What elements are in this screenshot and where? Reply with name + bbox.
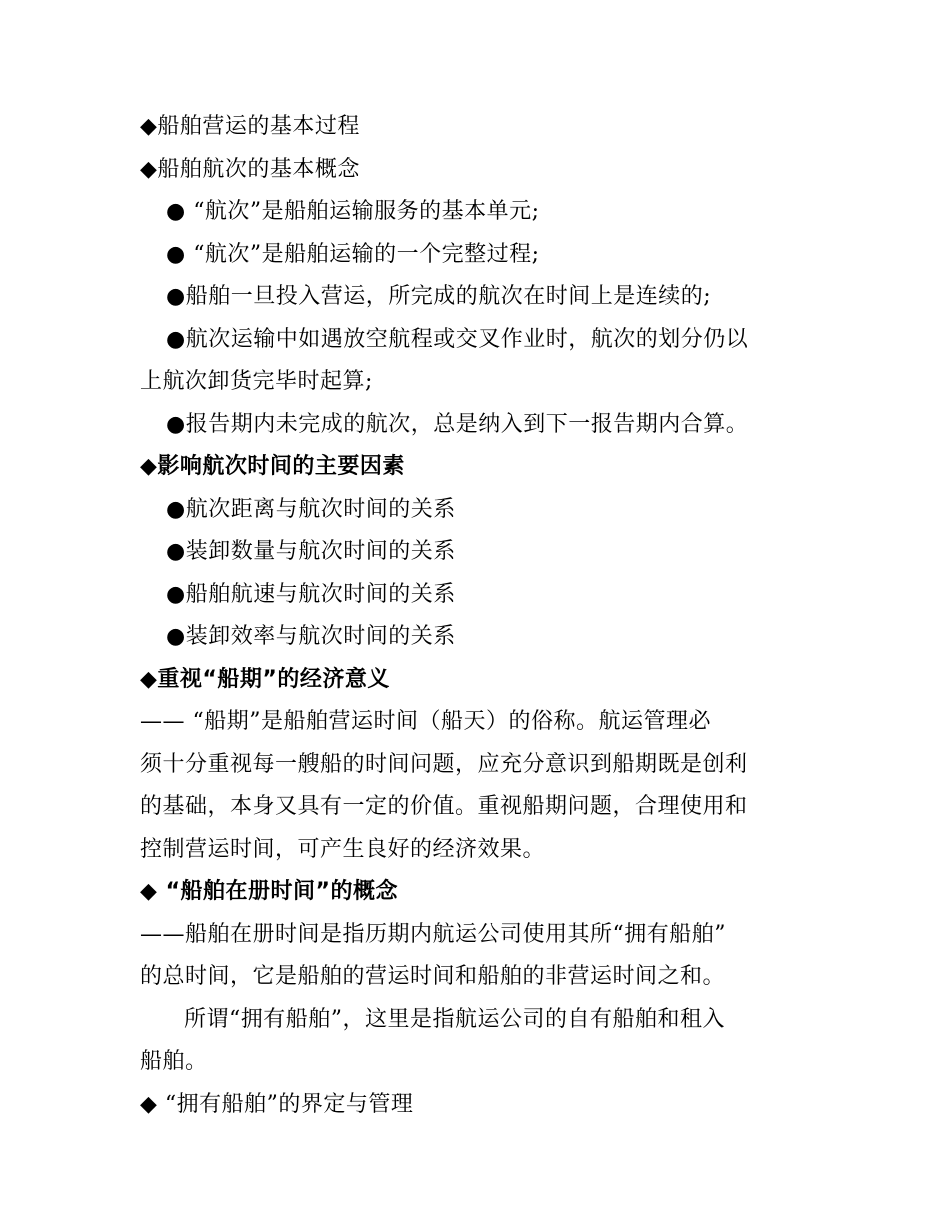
section-heading-owned-ships: ◆ “拥有船舶”的界定与管理 <box>140 1091 414 1117</box>
paragraph-line: ——船舶在册时间是指历期内航运公司使用其所“拥有船舶” <box>140 921 726 947</box>
list-item: ● “航次”是船舶运输的一个完整过程; <box>166 241 540 267</box>
section-heading-ship-schedule-value: ◆重视“船期”的经济意义 <box>140 666 390 692</box>
document-page <box>140 106 815 1126</box>
list-item: ●装卸数量与航次时间的关系 <box>166 539 456 564</box>
paragraph-line: 船舶。 <box>140 1049 208 1074</box>
paragraph-line: —— “船期”是船舶营运时间（船天）的俗称。航运管理必 <box>140 709 711 734</box>
paragraph-line: 的总时间，它是船舶的营运时间和船舶的非营运时间之和。 <box>140 964 726 989</box>
section-heading-voyage-time-factors: ◆影响航次时间的主要因素 <box>140 454 405 479</box>
paragraph-line: 所谓“拥有船舶”，这里是指航运公司的自有船舶和租入 <box>184 1006 725 1032</box>
list-item: ●船舶一旦投入营运，所完成的航次在时间上是连续的; <box>166 284 712 309</box>
paragraph-line: 须十分重视每一艘船的时间问题，应充分意识到船期既是创利 <box>140 751 748 777</box>
list-item: ●船舶航速与航次时间的关系 <box>166 581 456 607</box>
list-item: ●报告期内未完成的航次，总是纳入到下一报告期内合算。 <box>166 411 749 437</box>
list-item: ●航次距离与航次时间的关系 <box>166 496 456 522</box>
section-heading-voyage-concept: ◆船舶航次的基本概念 <box>140 156 360 182</box>
section-heading-operation-process: ◆船舶营运的基本过程 <box>140 114 360 139</box>
paragraph-line: 控制营运时间，可产生良好的经济效果。 <box>140 836 546 862</box>
list-item-continuation: 上航次卸货完毕时起算; <box>140 369 373 394</box>
paragraph-line: 的基础，本身又具有一定的价值。重视船期问题，合理使用和 <box>140 794 748 819</box>
list-item: ●装卸效率与航次时间的关系 <box>166 624 456 649</box>
list-item: ● “航次”是船舶运输服务的基本单元; <box>166 199 540 224</box>
section-heading-registered-time: ◆ “船舶在册时间”的概念 <box>140 879 398 904</box>
list-item: ●航次运输中如遇放空航程或交叉作业时，航次的划分仍以 <box>166 326 749 352</box>
